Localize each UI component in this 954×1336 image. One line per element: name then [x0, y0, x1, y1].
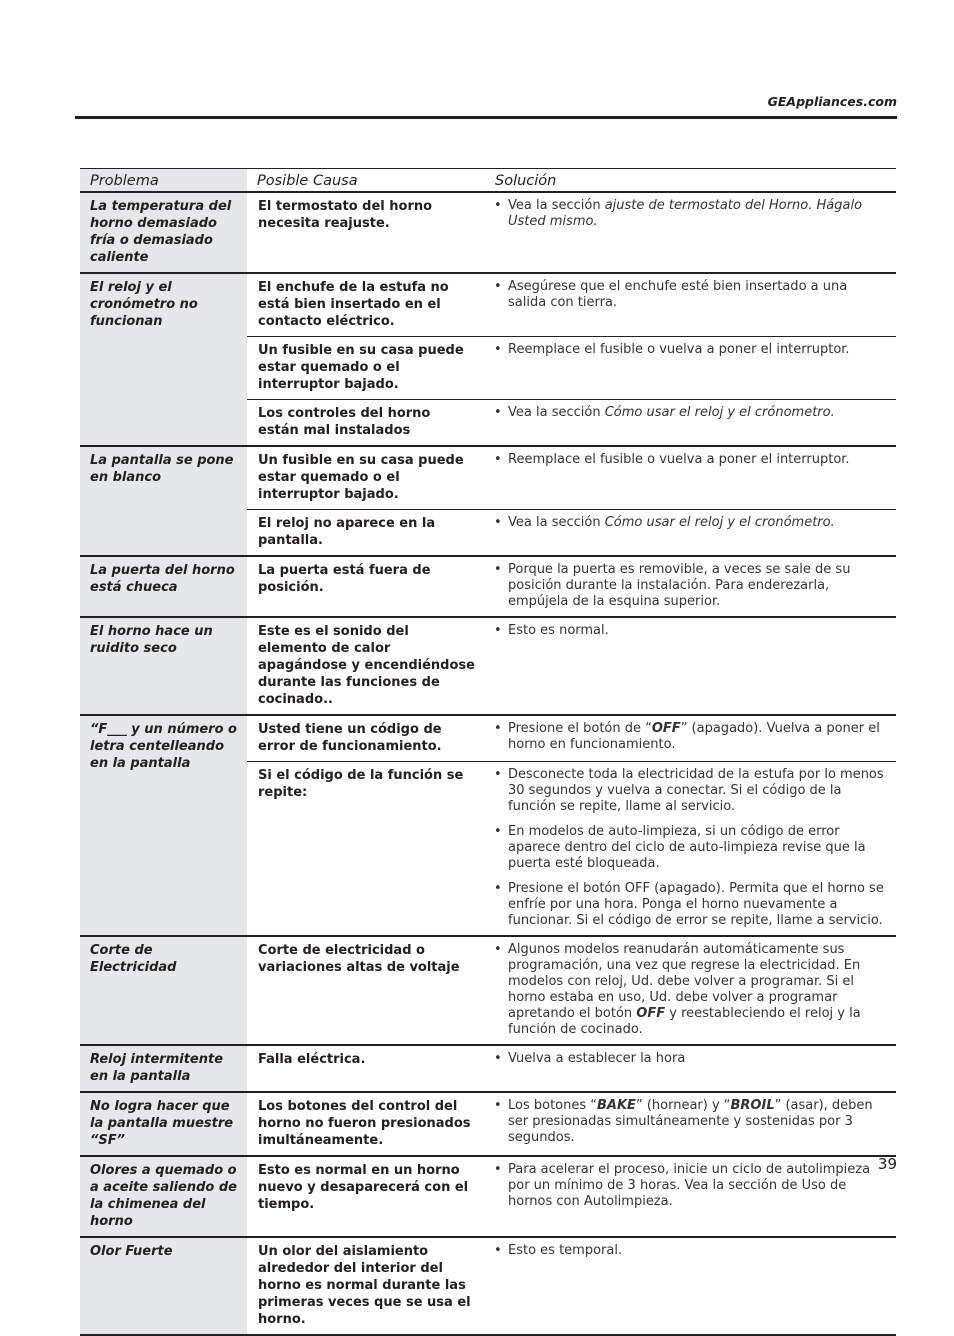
solution-list [493, 452, 886, 468]
solution-item [493, 1051, 886, 1067]
problem-cell: La puerta del horno está chueca [80, 556, 247, 617]
solution-item [493, 881, 886, 929]
solution-text-pre: Esto es temporal. [508, 1243, 623, 1258]
table-row [80, 1237, 896, 1335]
problem-cell: Corte de Electricidad [80, 936, 247, 1045]
table-row [80, 556, 896, 617]
table-row [80, 1045, 896, 1092]
solution-item [493, 452, 886, 468]
problem-cell: “F___ y un número o letra centelleando en la pantalla [80, 715, 247, 936]
solution-list [493, 1243, 886, 1259]
table-row [80, 1092, 896, 1156]
solution-cell [485, 936, 896, 1045]
cause-cell: Un olor del aislamiento alrededor del interior del horno es normal durante las primeras veces que se usa el horno. [247, 1237, 485, 1335]
cause-cell: El reloj no aparece en la pantalla. [247, 510, 485, 557]
problem-cell: No logra hacer que la pantalla muestre “SF” [80, 1092, 247, 1156]
site-url: GEAppliances.com [767, 94, 897, 109]
solution-item [493, 1162, 886, 1210]
solution-item [493, 942, 886, 1038]
cause-cell: Los controles del horno están mal instalados [247, 400, 485, 447]
solution-list [493, 1098, 886, 1146]
solution-cell [485, 192, 896, 273]
solution-item [493, 405, 886, 421]
cause-cell: Falla eléctrica. [247, 1045, 485, 1092]
table-row [80, 936, 896, 1045]
solution-item [493, 1098, 886, 1146]
problem-cell: Olores a quemado o a aceite saliendo de la chimenea del horno [80, 1156, 247, 1237]
solution-cell [485, 617, 896, 715]
problem-cell: La temperatura del horno demasiado fría o demasiado caliente [80, 192, 247, 273]
cause-cell: Esto es normal en un horno nuevo y desaparecerá con el tiempo. [247, 1156, 485, 1237]
table-row [80, 192, 896, 273]
solution-cell [485, 400, 896, 447]
solution-item [493, 515, 886, 531]
cause-cell: Los botones del control del horno no fueron presionados imultáneamente. [247, 1092, 485, 1156]
problem-cell: El horno hace un ruidito seco [80, 617, 247, 715]
solution-text-pre: Vea la sección [508, 198, 605, 213]
solution-list [493, 562, 886, 610]
solution-item [493, 562, 886, 610]
table-row [80, 715, 896, 762]
solution-text-pre: Reemplace el fusible o vuelva a poner el interruptor. [508, 342, 850, 357]
solution-text-post: ” (hornear) y “ [635, 1098, 731, 1113]
solution-cell [485, 1092, 896, 1156]
table-row [80, 446, 896, 510]
solution-text-pre: Desconecte toda la electricidad de la estufa por lo menos 30 segundos y vuelva a conectar. Si el código de la función se repite, llame al servicio. [508, 767, 884, 814]
solution-cell [485, 510, 896, 557]
solution-text-strong: OFF [651, 721, 681, 736]
cause-cell: El enchufe de la estufa no está bien insertado en el contacto eléctrico. [247, 273, 485, 337]
cause-cell: Si el código de la función se repite: [247, 762, 485, 937]
solution-cell [485, 273, 896, 337]
table-header-row [80, 169, 896, 193]
solution-text-pre: Porque la puerta es removible, a veces se sale de su posición durante la instalación. Para enderezarla, empújela de la esquina superior. [508, 562, 851, 609]
solution-text-pre: Reemplace el fusible o vuelva a poner el interruptor. [508, 452, 850, 467]
solution-cell [485, 1045, 896, 1092]
solution-cell [485, 1237, 896, 1335]
solution-list [493, 279, 886, 311]
solution-list [493, 1162, 886, 1210]
solution-list [493, 721, 886, 753]
solution-text-pre: Algunos modelos reanudarán automáticamente sus programación, una vez que regrese la electricidad. En modelos con reloj, Ud. debe volver a programar. Si el horno estaba en uso, Ud. debe volver a programar apretando el botón [508, 942, 861, 1021]
solution-text-pre: Vea la sección [508, 405, 605, 420]
solution-cell [485, 715, 896, 762]
header-rule [75, 116, 897, 119]
solution-text-pre: Presione el botón de “ [508, 721, 652, 736]
solution-item [493, 279, 886, 311]
cause-cell: Corte de electricidad o variaciones altas de voltaje [247, 936, 485, 1045]
solution-list [493, 942, 886, 1038]
solution-list [493, 405, 886, 421]
cause-cell: Usted tiene un código de error de funcionamiento. [247, 715, 485, 762]
solution-text-strong: BAKE [597, 1098, 636, 1113]
solution-item [493, 623, 886, 639]
solution-text-strong2: BROIL [730, 1098, 775, 1113]
table-row [80, 1156, 896, 1237]
solution-cell [485, 446, 896, 510]
solution-text-pre: Asegúrese que el enchufe esté bien insertado a una salida con tierra. [508, 279, 848, 310]
cause-cell: Un fusible en su casa puede estar quemado o el interruptor bajado. [247, 337, 485, 400]
problem-cell: La pantalla se pone en blanco [80, 446, 247, 556]
solution-text-pre: Los botones “ [508, 1098, 598, 1113]
solution-list [493, 515, 886, 531]
cause-cell: Un fusible en su casa puede estar quemado o el interruptor bajado. [247, 446, 485, 510]
solution-text-pre: Para acelerar el proceso, inicie un ciclo de autolimpieza por un mínimo de 3 horas. Vea la sección de Uso de hornos con Autolimpieza. [508, 1162, 871, 1209]
solution-item [493, 1243, 886, 1259]
solution-text-pre: Vuelva a establecer la hora [508, 1051, 686, 1066]
cause-cell: La puerta está fuera de posición. [247, 556, 485, 617]
solution-item [493, 342, 886, 358]
solution-list [493, 623, 886, 639]
solution-text-em: Cómo usar el reloj y el crónometro. [604, 405, 835, 420]
solution-text-pre: Vea la sección [508, 515, 605, 530]
solution-item [493, 721, 886, 753]
solution-text-pre: Presione el botón OFF (apagado). Permita que el horno se enfríe por una hora. Ponga el horno nuevamente a funcionar. Si el código de error se repite, llame a servicio. [508, 881, 884, 928]
solution-cell [485, 337, 896, 400]
problem-cell: El reloj y el cronómetro no funcionan [80, 273, 247, 446]
table-row [80, 273, 896, 337]
table-row [80, 617, 896, 715]
column-header-causa: Posible Causa [247, 169, 485, 193]
solution-text-pre: En modelos de auto-limpieza, si un código de error aparece dentro del ciclo de auto-limpieza revise que la puerta esté bloqueada. [508, 824, 866, 871]
solution-list [493, 342, 886, 358]
solution-cell [485, 556, 896, 617]
cause-cell: El termostato del horno necesita reajuste. [247, 192, 485, 273]
column-header-solucion: Solución [485, 169, 896, 193]
solution-list [493, 198, 886, 230]
solution-text-em: Cómo usar el reloj y el cronómetro. [604, 515, 835, 530]
column-header-problema: Problema [80, 169, 247, 193]
solution-list [493, 1051, 886, 1067]
troubleshooting-table [80, 168, 896, 1336]
solution-text-em: ajuste de termostato del Horno. Hágalo Usted mismo. [508, 198, 863, 229]
page-number: 39 [877, 1155, 897, 1173]
solution-item [493, 198, 886, 230]
solution-item [493, 767, 886, 815]
solution-text-pre: Esto es normal. [508, 623, 609, 638]
problem-cell: Reloj intermitente en la pantalla [80, 1045, 247, 1092]
problem-cell: Olor Fuerte [80, 1237, 247, 1335]
solution-list [493, 767, 886, 929]
solution-text-strong: OFF [636, 1006, 666, 1021]
cause-cell: Este es el sonido del elemento de calor apagándose y encendiéndose durante las funciones de cocinado.. [247, 617, 485, 715]
solution-text-post2: ” (asar), deben ser presionadas simultáneamente y sostenidas por 3 segundos. [508, 1098, 873, 1145]
solution-text-post: y reestableciendo el reloj y la función de cocinado. [508, 1006, 861, 1037]
solution-cell [485, 1156, 896, 1237]
solution-cell [485, 762, 896, 937]
solution-text-post: ” (apagado). Vuelva a poner el horno en funcionamiento. [508, 721, 880, 752]
solution-item [493, 824, 886, 872]
